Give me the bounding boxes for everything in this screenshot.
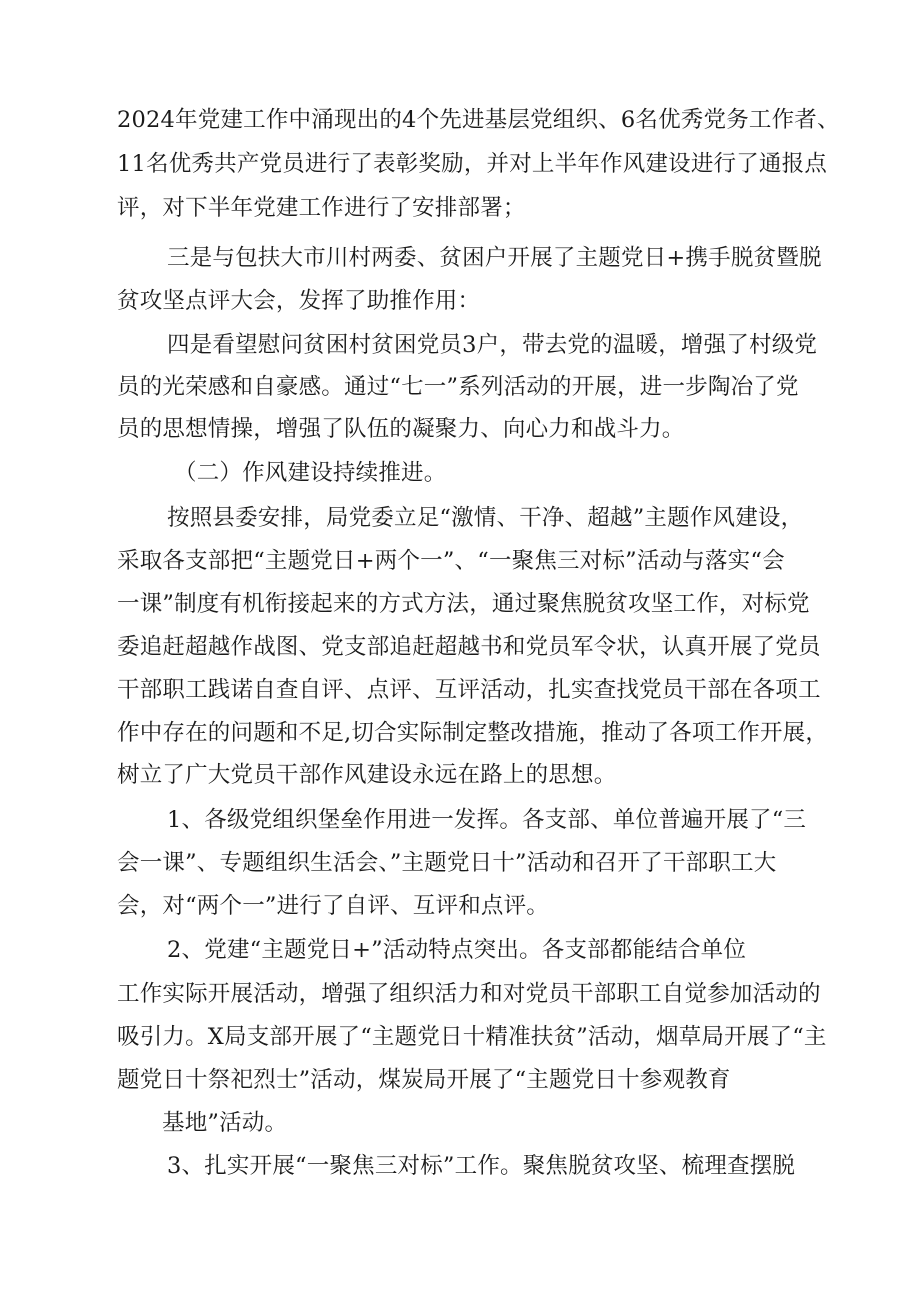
text-line: 作中存在的问题和不足,切合实际制定整改措施，推动了各项工作开展， [117, 720, 829, 746]
text-line: 四是看望慰问贫困村贫困党员3户，带去党的温暖，增强了村级党 [167, 332, 818, 358]
text-line: 3、扎实开展“一聚焦三对标”工作。聚焦脱贫攻坚、梳理查摆脱 [167, 1153, 796, 1179]
text-line: 按照县委安排，局党委立足“激情、干净、超越”主题作风建设， [167, 505, 804, 531]
text-line: 采取各支部把“主题党日+两个一”、“一聚焦三对标”活动与落实“会 [117, 548, 785, 574]
text-line: 2024年党建工作中涌现出的4个先进基层党组织、6名优秀党务工作者、 [117, 107, 840, 133]
text-line: 树立了广大党员干部作风建设永远在路上的思想。 [117, 762, 617, 788]
text-line: 基地”活动。 [162, 1110, 288, 1136]
text-line: 11名优秀共产党员进行了表彰奖励，并对上半年作风建设进行了通报点 [117, 151, 828, 177]
text-line: 委追赶超越作战图、党支部追赶超越书和党员军令状，认真开展了党员 [117, 634, 821, 660]
section-heading: （二）作风建设持续推进。 [174, 460, 447, 486]
text-line: 工作实际开展活动，增强了组织活力和对党员干部职工自觉参加活动的 [117, 981, 821, 1007]
text-line: 2、党建“主题党日+”活动特点突出。各支部都能结合单位 [167, 937, 747, 963]
text-line: 会一课”、专题组织生活会、”主题党日十”活动和召开了干部职工大 [117, 850, 777, 876]
text-line: 贫攻坚点评大会，发挥了助推作用： [117, 288, 481, 314]
text-line: 题党日十祭祀烈士”活动，煤炭局开展了“主题党日十参观教育 [117, 1067, 731, 1093]
text-line: 干部职工践诺自查自评、点评、互评活动，扎实查找党员干部在各项工 [117, 677, 821, 703]
text-line: 一课”制度有机衔接起来的方式方法，通过聚焦脱贫攻坚工作，对标党 [117, 591, 810, 617]
text-line: 员的思想情操，增强了队伍的凝聚力、向心力和战斗力。 [117, 416, 685, 442]
text-line: 吸引力。X局支部开展了“主题党日十精准扶贫”活动，烟草局开展了“主 [117, 1024, 827, 1050]
text-line: 评，对下半年党建工作进行了安排部署； [117, 195, 526, 221]
text-line: 1、各级党组织堡垒作用进一发挥。各支部、单位普遍开展了“三 [167, 807, 807, 833]
text-line: 三是与包扶大市川村两委、贫困户开展了主题党日+携手脱贫暨脱 [167, 245, 822, 271]
text-line: 会，对“两个一”进行了自评、互评和点评。 [117, 893, 550, 919]
text-line: 员的光荣感和自豪感。通过“七一”系列活动的开展，进一步陶冶了党 [117, 374, 799, 400]
